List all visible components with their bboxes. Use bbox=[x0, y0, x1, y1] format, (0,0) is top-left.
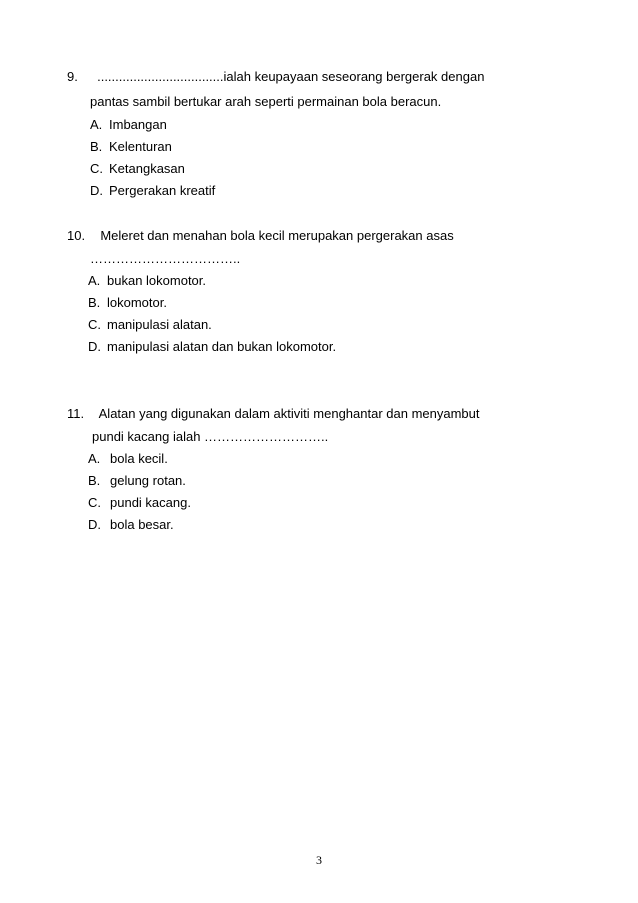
question-10-option-b bbox=[88, 295, 167, 311]
option-text: Ketangkasan bbox=[109, 161, 185, 176]
question-10-option-c bbox=[88, 317, 212, 333]
question-9-option-d bbox=[90, 183, 215, 199]
question-10-stem: Meleret dan menahan bola kecil merupakan pergerakan asas bbox=[100, 228, 454, 243]
question-11-option-d bbox=[88, 517, 174, 533]
option-text: lokomotor. bbox=[107, 295, 167, 310]
question-11-stem: Alatan yang digunakan dalam aktiviti menghantar dan menyambut bbox=[98, 406, 480, 421]
question-11-option-a bbox=[88, 451, 168, 467]
question-9-option-a bbox=[90, 117, 167, 133]
option-letter: D. bbox=[88, 339, 101, 354]
option-letter: B. bbox=[88, 295, 101, 310]
question-11-number: 11. bbox=[67, 406, 85, 421]
question-10-number: 10. bbox=[67, 228, 86, 243]
question-10-line-1 bbox=[67, 228, 454, 244]
option-text: Imbangan bbox=[109, 117, 167, 132]
question-10-blank: …………………………….. bbox=[90, 251, 241, 266]
question-11-option-c bbox=[88, 495, 191, 511]
option-letter: A. bbox=[88, 451, 101, 466]
question-9-line-1 bbox=[67, 69, 484, 85]
option-letter: C. bbox=[88, 317, 101, 332]
question-11-line-1 bbox=[67, 406, 480, 422]
question-9-stem-continued: pantas sambil bertukar arah seperti permainan bola beracun. bbox=[90, 94, 442, 109]
option-text: manipulasi alatan. bbox=[107, 317, 212, 332]
question-9-number: 9. bbox=[67, 69, 78, 84]
option-letter: B. bbox=[88, 473, 101, 488]
question-11-option-b bbox=[88, 473, 186, 489]
option-letter: B. bbox=[90, 139, 103, 154]
option-text: bukan lokomotor. bbox=[107, 273, 207, 288]
option-letter: A. bbox=[88, 273, 101, 288]
option-letter: C. bbox=[88, 495, 101, 510]
option-letter: C. bbox=[90, 161, 103, 176]
question-9-option-b bbox=[90, 139, 172, 155]
question-9-stem: ...................................ialah keupayaan seseorang bergerak dengan bbox=[97, 69, 485, 84]
question-11-stem-continued: pundi kacang ialah ……………………….. bbox=[92, 429, 329, 444]
page-number: 3 bbox=[316, 853, 322, 867]
option-text: pundi kacang. bbox=[110, 495, 191, 510]
option-text: gelung rotan. bbox=[110, 473, 186, 488]
question-10-option-d bbox=[88, 339, 336, 355]
question-10-option-a bbox=[88, 273, 206, 289]
option-text: Kelenturan bbox=[109, 139, 172, 154]
option-letter: D. bbox=[90, 183, 103, 198]
option-text: Pergerakan kreatif bbox=[109, 183, 216, 198]
option-text: bola besar. bbox=[110, 517, 174, 532]
option-text: manipulasi alatan dan bukan lokomotor. bbox=[107, 339, 337, 354]
option-letter: D. bbox=[88, 517, 101, 532]
question-9-option-c bbox=[90, 161, 185, 177]
option-letter: A. bbox=[90, 117, 103, 132]
option-text: bola kecil. bbox=[110, 451, 168, 466]
